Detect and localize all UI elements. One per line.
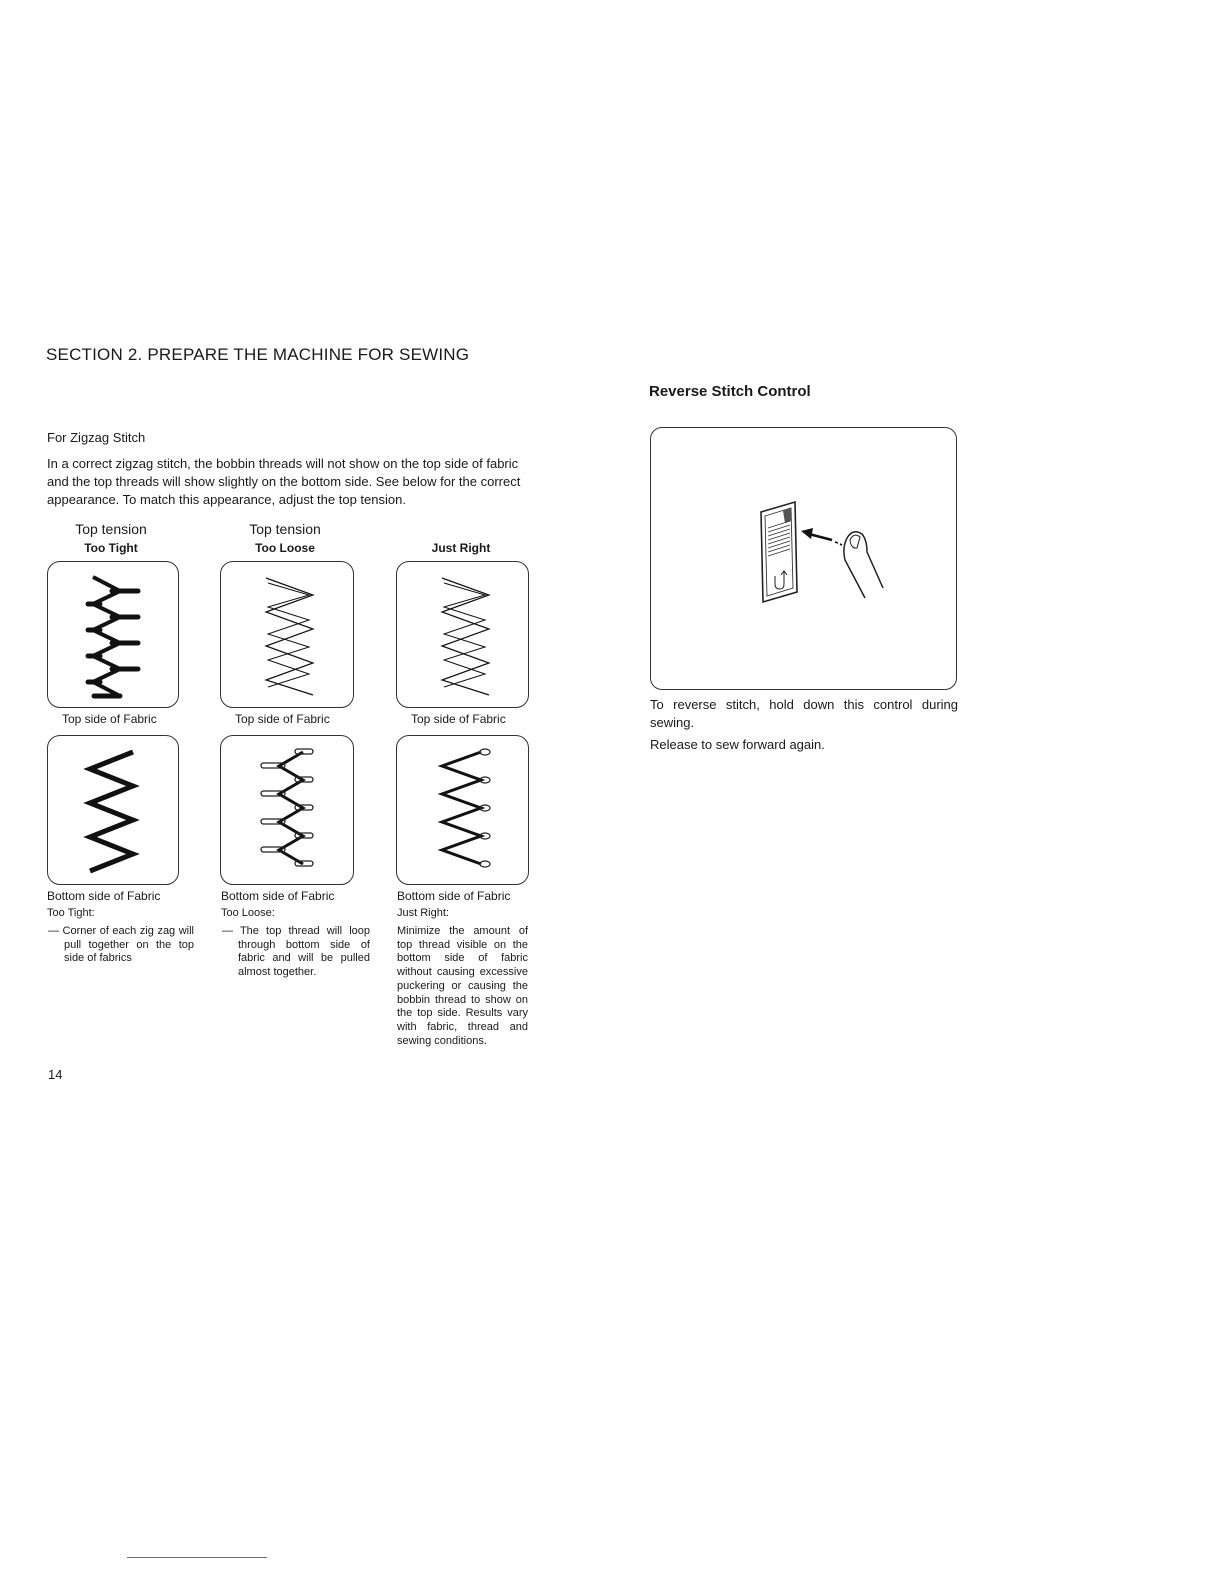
col1-top-caption: Top side of Fabric: [62, 712, 157, 726]
col3-note-title: Just Right:: [397, 907, 449, 919]
zigzag-subheading: For Zigzag Stitch: [47, 430, 146, 445]
zigzag-tight-top-svg: [48, 562, 178, 707]
col3-top-caption: Top side of Fabric: [411, 712, 506, 726]
zigzag-right-bottom-svg: [397, 736, 528, 884]
col2-heading-line2: Too Loose: [255, 541, 315, 555]
col2-top-caption: Top side of Fabric: [235, 712, 330, 726]
too-loose-bottom-illustration: [220, 735, 354, 885]
too-loose-top-illustration: [220, 561, 354, 708]
col3-note-text: Minimize the amount of top thread visible on the bottom side of fabric without causing excessive puckering or causing the bobbin thread to show on the top side. Results vary with fabric, thread and sewing conditions.: [397, 925, 528, 1047]
just-right-bottom-illustration: [396, 735, 529, 885]
col1-bottom-caption: Bottom side of Fabric: [47, 889, 161, 903]
reverse-stitch-illustration: [650, 427, 957, 690]
page-number: 14: [48, 1067, 63, 1082]
col1-heading-line1: Top tension: [75, 521, 147, 537]
just-right-top-illustration: [396, 561, 529, 708]
reverse-stitch-heading: Reverse Stitch Control: [649, 383, 811, 400]
col2-note-title: Too Loose:: [221, 907, 275, 919]
too-tight-top-illustration: [47, 561, 179, 708]
reverse-stitch-release-note: Release to sew forward again.: [650, 737, 825, 752]
col3-heading-line2: Just Right: [431, 541, 491, 555]
zigzag-tight-bottom-svg: [48, 736, 178, 884]
section-title: SECTION 2. PREPARE THE MACHINE FOR SEWING: [46, 345, 470, 364]
col3-bottom-caption: Bottom side of Fabric: [397, 889, 511, 903]
zigzag-right-top-svg: [397, 562, 528, 707]
col2-bottom-caption: Bottom side of Fabric: [221, 889, 335, 903]
zigzag-intro: In a correct zigzag stitch, the bobbin threads will not show on the top side of fabric and the top threads will show slightly on the bottom side. See below for the correct appearance. To match this appearance, adjust the top tension.: [47, 456, 521, 507]
too-tight-bottom-illustration: [47, 735, 179, 885]
zigzag-loose-top-svg: [221, 562, 353, 707]
col1-heading-line2: Too Tight: [84, 541, 138, 555]
col2-note-text: — The top thread will loop through bottom side of fabric and will be pulled almost together.: [222, 925, 370, 979]
col2-heading-line1: Top tension: [249, 521, 321, 537]
zigzag-loose-bottom-svg: [221, 736, 353, 884]
col1-note-title: Too Tight:: [47, 907, 95, 919]
footer-rule: [127, 1557, 267, 1558]
reverse-stitch-instruction: To reverse stitch, hold down this control during sewing.: [650, 697, 958, 730]
reverse-control-svg: [651, 428, 956, 689]
col1-note-text: — Corner of each zig zag will pull together on the top side of fabrics: [48, 925, 194, 965]
